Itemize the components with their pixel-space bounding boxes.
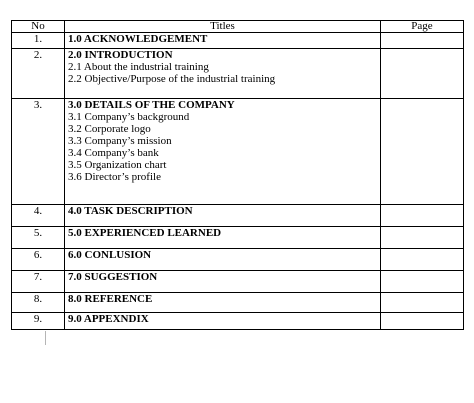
row-page-cell xyxy=(381,227,464,249)
section-heading: 2.0 INTRODUCTION xyxy=(68,49,173,61)
row-page-cell xyxy=(381,33,464,49)
header-page: Page xyxy=(381,21,464,33)
table-row xyxy=(12,293,464,313)
row-title-cell xyxy=(65,33,381,49)
subsection-item: 2.2 Objective/Purpose of the industrial training xyxy=(68,73,276,85)
section-heading: 4.0 TASK DESCRIPTION xyxy=(68,205,193,217)
row-number: 1. xyxy=(12,33,65,49)
header-no: No xyxy=(12,21,65,33)
row-title-cell xyxy=(65,249,381,271)
header-titles: Titles xyxy=(65,21,381,33)
row-page-cell xyxy=(381,271,464,293)
text-cursor-mark xyxy=(45,331,46,345)
row-page-cell xyxy=(381,49,464,99)
section-heading: 5.0 EXPERIENCED LEARNED xyxy=(68,227,222,239)
row-page-cell xyxy=(381,249,464,271)
subsection-item: 3.6 Director’s profile xyxy=(68,171,161,183)
row-page-cell xyxy=(381,293,464,313)
subsection-item: 2.1 About the industrial training xyxy=(68,61,209,73)
row-number: 7. xyxy=(12,271,65,293)
row-number: 2. xyxy=(12,49,65,99)
section-heading: 1.0 ACKNOWLEDGEMENT xyxy=(68,33,208,45)
row-page-cell xyxy=(381,205,464,227)
table-of-contents xyxy=(11,20,464,330)
row-title-cell xyxy=(65,49,381,99)
section-heading: 6.0 CONLUSION xyxy=(68,249,152,261)
table-row xyxy=(12,313,464,330)
row-number: 4. xyxy=(12,205,65,227)
table-row xyxy=(12,249,464,271)
row-number: 6. xyxy=(12,249,65,271)
row-title-cell xyxy=(65,205,381,227)
table-row xyxy=(12,49,464,99)
row-title-cell xyxy=(65,271,381,293)
table-row xyxy=(12,205,464,227)
subsection-item: 3.3 Company’s mission xyxy=(68,135,172,147)
row-number: 9. xyxy=(12,313,65,330)
row-number: 8. xyxy=(12,293,65,313)
table-row xyxy=(12,33,464,49)
row-number: 3. xyxy=(12,99,65,205)
subsection-item: 3.4 Company’s bank xyxy=(68,147,159,159)
row-title-cell xyxy=(65,99,381,205)
section-heading: 3.0 DETAILS OF THE COMPANY xyxy=(68,99,235,111)
subsection-item: 3.5 Organization chart xyxy=(68,159,167,171)
section-heading: 8.0 REFERENCE xyxy=(68,293,153,305)
table-row xyxy=(12,99,464,205)
table-row xyxy=(12,271,464,293)
header-row xyxy=(12,21,464,33)
row-page-cell xyxy=(381,313,464,330)
row-page-cell xyxy=(381,99,464,205)
row-number: 5. xyxy=(12,227,65,249)
subsection-item: 3.1 Company’s background xyxy=(68,111,190,123)
row-title-cell xyxy=(65,313,381,330)
section-heading: 9.0 APPEXNDIX xyxy=(68,313,149,325)
section-heading: 7.0 SUGGESTION xyxy=(68,271,158,283)
row-title-cell xyxy=(65,293,381,313)
row-title-cell xyxy=(65,227,381,249)
subsection-item: 3.2 Corporate logo xyxy=(68,123,151,135)
table-row xyxy=(12,227,464,249)
